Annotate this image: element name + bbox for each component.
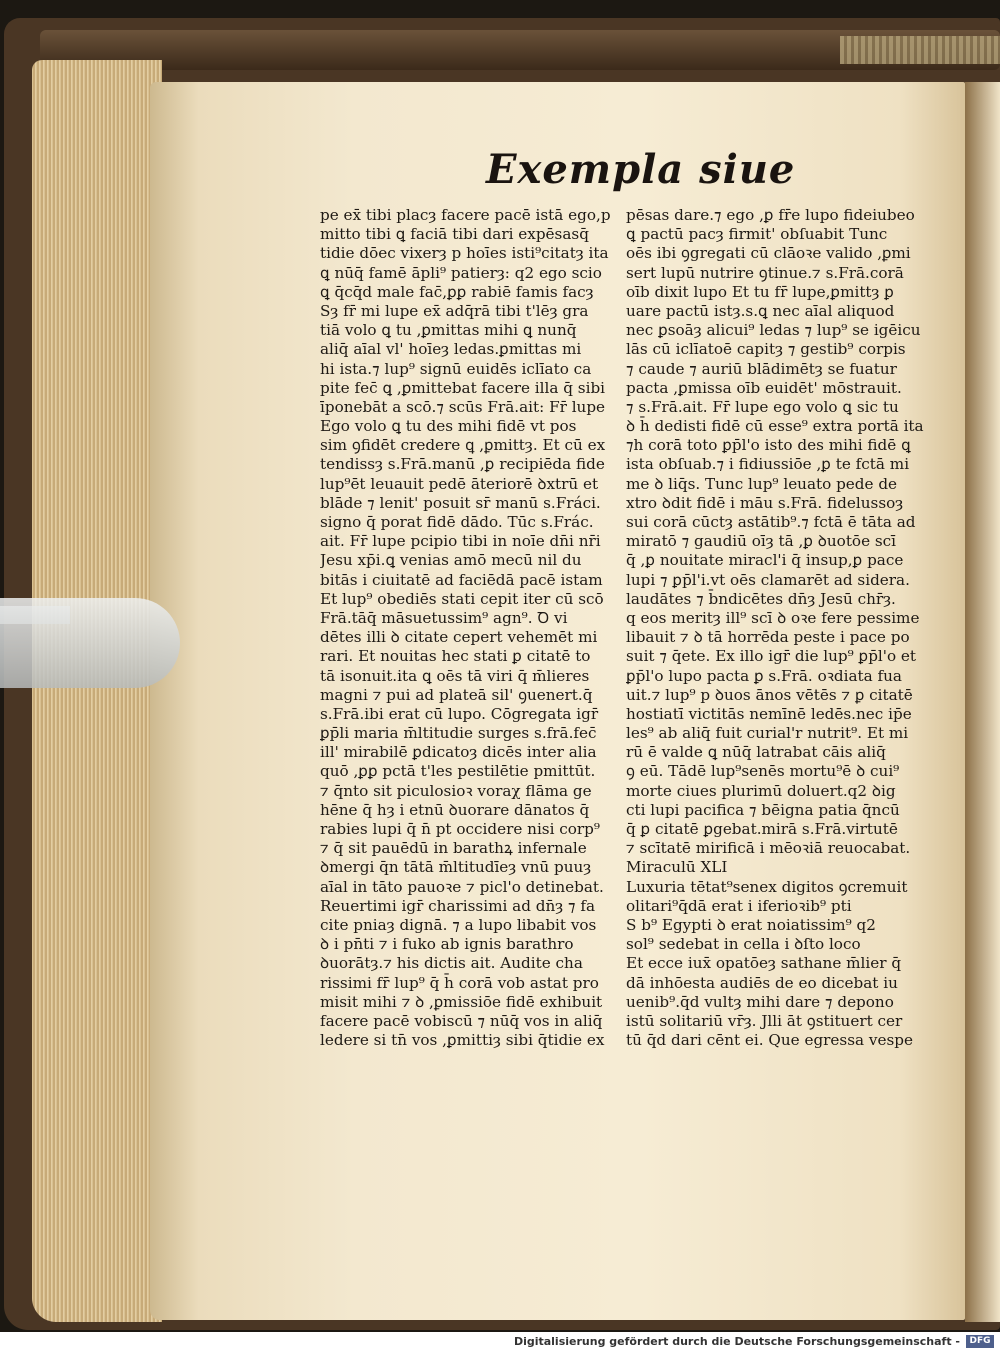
text-line: oēs ibi ꝯgregati cū clāoꝛe valido ,ꝑmi (626, 244, 911, 263)
text-line: hostiatī victitās nemīnē ledēs.nec ip̄e (626, 704, 912, 723)
text-line: suit ⁊ q̄ete. Ex illo igr̄ die lup⁹ ꝑp̄l'o et (626, 647, 917, 666)
text-line: Ego volo ꝗ tu des mihi fidē vt pos (320, 417, 577, 436)
text-line: tū q̄d dari cēnt ei. Que egressa vespe (626, 1031, 913, 1050)
text-line: Frā.tāq̄ māsuetussim⁹ agn⁹. Ꝺ vi (320, 608, 568, 627)
text-line: lupi ⁊ ꝑp̄l'i.vt oēs clamarēt ad sidera. (626, 570, 910, 589)
funding-credit: Digitalisierung gefördert durch die Deutsche Forschungsgemeinschaft - (513, 1335, 960, 1348)
text-line: ꝺ i pn̄ti ⁊ i fuko ab ignis barathro (320, 935, 574, 954)
text-line: morte ciues plurimū doluert.q2 ꝺig (626, 781, 896, 800)
text-line: ⁊ s.Frā.ait. Fr̄ lupe ego volo ꝗ sic tu (626, 397, 899, 416)
text-line: ꝗ q̄cq̄d male fac̄,ꝑꝑ rabiē famis facȝ (320, 282, 594, 301)
text-line: lup⁹ēt leuauit pedē āteriorē ꝺxtrū et (320, 474, 599, 493)
text-line: tidie dōec vixerȝ p hoīes isti⁹citatȝ ita (320, 244, 609, 263)
text-line: S b⁹ Egypti ꝺ erat noiatissim⁹ q2 (626, 915, 876, 934)
text-line: tā isonuit.ita ꝗ oēs tā viri q̄ m̄lieres (320, 666, 590, 685)
text-line: laudātes ⁊ b̄ndicētes dn̄ȝ Jesū chr̄ȝ. (626, 589, 896, 608)
text-line: ꝗ pactū pacȝ firmit' obſuabit Tunc (626, 225, 888, 244)
text-line: ꝯ eū. Tādē lup⁹senēs mortu⁹ē ꝺ cui⁹ (626, 762, 900, 781)
text-line: Sȝ fr̄ mi lupe ex̄ adq̄rā tibi t'lēȝ gra (320, 301, 589, 320)
text-line: ⁊ scītatē mirificā i mēoꝛiā reuocabat. (626, 839, 911, 858)
text-line: aliq̄ aīal vl' hoīeȝ ledas.ꝑmittas mi (320, 340, 582, 359)
text-line: pite fec̄ ꝗ ,ꝑmittebat facere illa q̄ sibi (320, 378, 606, 397)
dfg-logo: DFG (966, 1335, 994, 1348)
text-line: les⁹ ab aliq̄ fuit curial'r nutrit⁹. Et mi (626, 724, 909, 743)
text-line: magni ⁊ pui ad plateā sil' ꝯuenert.q̄ (320, 685, 593, 704)
text-line: dētes illi ꝺ citate cepert vehemēt mi (320, 628, 598, 647)
text-line: hēne q̄ hȝ i etnū ꝺuorare dānatos q̄ (320, 800, 590, 819)
text-line: rari. Et nouitas hec stati ꝑ citatē to (320, 647, 591, 666)
text-line: nec ꝑsoāȝ alicui⁹ ledas ⁊ lup⁹ se igēicu (626, 321, 921, 340)
text-line: q̄ ꝑ citatē ꝑgebat.mirā s.Frā.virtutē (626, 820, 898, 838)
text-line: me ꝺ liq̄s. Tunc lup⁹ leuato pede de (626, 474, 898, 493)
text-line: hi ista.⁊ lup⁹ signū euidēs iclīato ca (320, 359, 592, 378)
text-line: Jesu xp̄i.ꝗ venias amō mecū nil du (320, 551, 582, 570)
text-line: bitās i ciuitatē ad faciēdā pacē istam (320, 570, 603, 589)
text-line: istū solitariū vr̄ȝ. Jlli āt ꝯstituert cer (626, 1011, 903, 1030)
text-line: facere pacē vobiscū ⁊ nūq̄ vos in aliq̄ (320, 1011, 603, 1030)
text-line: ait. Fr̄ lupe pcipio tibi in noīe dn̄i nr̄i (320, 532, 601, 551)
text-line: rū ē valde ꝗ nūq̄ latrabat cāis aliq̄ (626, 743, 886, 762)
text-line: īponebāt a scō.⁊ scūs Frā.ait: Fr̄ lupe (320, 397, 606, 416)
text-line: rabies lupi q̄ n̄ pt occidere nisi corp⁹ (320, 820, 600, 838)
text-line: ꝑp̄l'o lupo pacta ꝑ s.Frā. oꝛdiata fua (626, 666, 902, 685)
text-line: rissimi fr̄ lup⁹ q̄ h̄ corā vob astat pro (320, 973, 599, 992)
text-line: signo q̄ porat fidē dādo. Tūc s.Frác. (320, 513, 594, 531)
text-line: uit.⁊ lup⁹ p ꝺuos ānos vētēs ⁊ ꝑ citatē (626, 685, 913, 704)
text-line: blāde ⁊ lenit' posuit sr̄ manū s.Fráci. (320, 493, 601, 512)
text-line: ⁊ q̄ sit pauēdū in barathꝝ infernale (320, 839, 587, 858)
text-line: ⁊ caude ⁊ auriū blādimētȝ se fuatur (626, 359, 897, 378)
page-edges (32, 60, 162, 1322)
text-column-right (626, 206, 926, 1050)
text-line: olitari⁹q̄dā erat i iferioꝛib⁹ pti (626, 896, 852, 915)
text-line: miratō ⁊ gaudiū oīȝ tā ,ꝑ ꝺuotōe scī (626, 532, 897, 551)
running-head: Exempla siue (486, 146, 796, 193)
text-line: sol⁹ sedebat in cella i ꝺſto loco (626, 935, 861, 954)
text-line: uenib⁹.q̄d vultȝ mihi dare ⁊ depono (626, 992, 894, 1011)
text-line: ista obſuab.⁊ i fidiussiōe ,ꝑ te fctā mi (626, 455, 910, 474)
page-clamp (0, 598, 180, 688)
footer-bar (0, 1332, 1000, 1353)
text-line: cti lupi pacifica ⁊ bēigna patia q̄ncū (626, 800, 900, 819)
text-line: mitto tibi ꝗ faciā tibi dari expēsasq̄ (320, 225, 589, 244)
text-line: ledere si tn̄ vos ,ꝑmittiȝ sibi q̄tidie ex (320, 1031, 605, 1050)
text-line: q̄ ,ꝑ nouitate miracl'i q̄ insup,ꝑ pace (626, 551, 904, 570)
text-column-left (320, 206, 620, 1050)
text-line: ꝺuorātȝ.⁊ his dictis ait. Audite cha (320, 954, 583, 973)
text-line: quō ,ꝑꝑ pctā t'les pestilētie pmittūt. (320, 762, 596, 781)
text-line: Reuertimi igr̄ charissimi ad dn̄ȝ ⁊ fa (320, 896, 596, 915)
text-line: ⁊h corā toto ꝑp̄l'o isto des mihi fidē ꝗ (626, 436, 911, 455)
text-line: Miraculū XLI (626, 858, 728, 877)
text-line: q eos meritȝ ill⁹ scī ꝺ oꝛe fere pessime (626, 608, 920, 627)
text-line: ꝑp̄li maria m̄ltitudie surges s.frā.fec̄ (320, 724, 597, 743)
text-line: s.Frā.ibi erat cū lupo. Cōgregata igr̄ (320, 704, 599, 723)
facing-page-edge (965, 82, 1000, 1322)
text-line: ꝗ nūq̄ famē āpli⁹ patierȝ: q2 ego scio (320, 263, 602, 282)
text-line: sert lupū nutrire ꝯtinue.⁊ s.Frā.corā (626, 263, 904, 282)
text-line: Luxuria tētat⁹senex digitos ꝯcremuit (626, 877, 908, 896)
decorative-band (840, 36, 1000, 64)
text-line: tendissȝ s.Frā.manū ,ꝑ recipiēda fide (320, 455, 605, 474)
text-line: oīb dixit lupo Et tu fr̄ lupe,ꝑmittȝ ꝑ (626, 282, 894, 301)
text-line: tiā volo ꝗ tu ,ꝑmittas mihi ꝗ nunq̄ (320, 321, 577, 340)
text-line: libauit ⁊ ꝺ tā horrēda peste i pace po (626, 628, 910, 647)
text-line: cite pniaȝ dignā. ⁊ a lupo libabit vos (320, 915, 597, 934)
text-line: ⁊ q̄nto sit piculosioꝛ voraχ flāma ge (320, 781, 592, 800)
text-line: Et ecce iux̄ opatōeȝ sathane m̄lier q̄ (626, 954, 902, 973)
text-line: sui corā cūctȝ astātib⁹.⁊ fctā ē tāta ad (626, 513, 916, 531)
text-line: dā inhōesta audiēs de eo dicebat iu (626, 973, 898, 992)
text-line: Et lup⁹ obediēs stati cepit iter cū scō (320, 589, 604, 608)
text-line: lās cū iclīatoē capitȝ ⁊ gestib⁹ corpis (626, 340, 906, 359)
text-line: pe ex̄ tibi placȝ facere pacē istā ego,p (320, 206, 611, 224)
text-line: ꝺ h̄ dedisti fidē cū esse⁹ extra portā ita (626, 417, 924, 436)
text-line: aīal in tāto pauoꝛe ⁊ picl'o detinebat. (320, 877, 604, 896)
text-line: pēsas dare.⁊ ego ,ꝑ fr̄e lupo fideiubeo (626, 206, 915, 224)
text-line: ill' mirabilē ꝑdicatoȝ dicēs inter alia (320, 743, 597, 762)
text-line: uare pactū istȝ.s.ꝗ nec aīal aliquod (626, 301, 895, 320)
text-line: sim ꝯfidēt credere ꝗ ,ꝑmittȝ. Et cū ex (320, 436, 606, 455)
text-line: misit mihi ⁊ ꝺ ,ꝑmissiōe fidē exhibuit (320, 992, 603, 1011)
text-line: xtro ꝺdit fidē i māu s.Frā. fidelussoȝ (626, 493, 904, 512)
text-line: pacta ,ꝑmissa oīb euidēt' mōstrauit. (626, 378, 902, 397)
text-line: ꝺmergi q̄n tātā m̄ltitudīeȝ vnū puuȝ (320, 858, 592, 877)
